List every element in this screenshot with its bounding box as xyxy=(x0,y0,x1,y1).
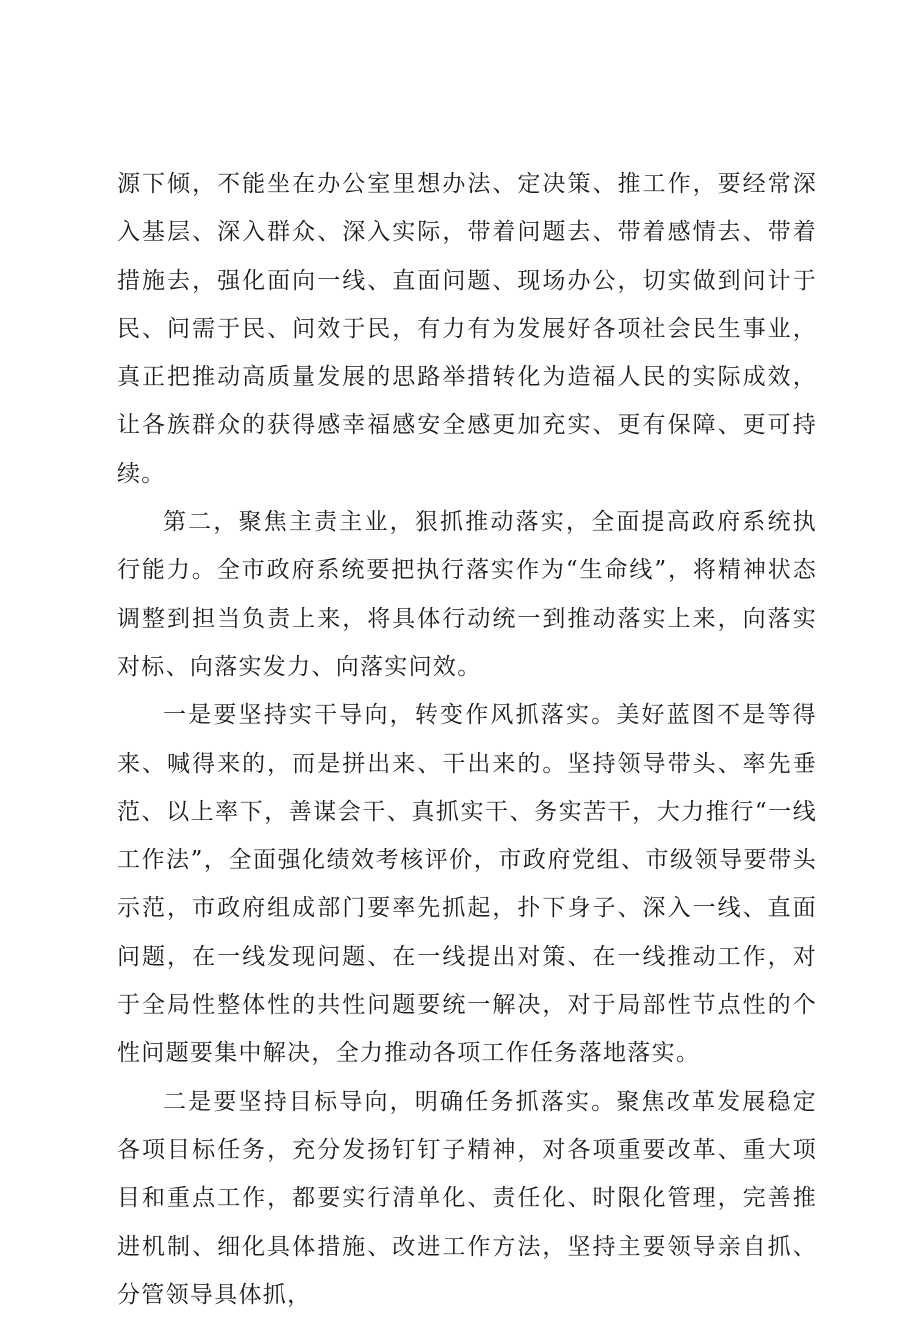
paragraph-1: 源下倾，不能坐在办公室里想办法、定决策、推工作，要经常深入基层、深入群众、深入实际，带着问题去、带着感情去、带着措施去，强化面向一线、直面问题、现场办公，切实做到问计于民、问需于民、问效于民，有力有为发展好各项社会民生事业，真正把推动高质量发展的思路举措转化为造福人民的实际成效，让各族群众的获得感幸福感安全感更加充实、更有保障、更可持续。 xyxy=(117,171,817,487)
paragraph-4: 二是要坚持目标导向，明确任务抓落实。聚焦改革发展稳定各项目标任务，充分发扬钉钉子精神，对各项重要改革、重大项目和重点工作，都要实行清单化、责任化、时限化管理，完善推进机制、细化具体措施、改进工作方法，坚持主要领导亲自抓、分管领导具体抓， xyxy=(117,1088,817,1308)
paragraph-3: 一是要坚持实干导向，转变作风抓落实。美好蓝图不是等得来、喊得来的，而是拼出来、干出来的。坚持领导带头、率先垂范、以上率下，善谋会干、真抓实干、务实苦干，大力推行“一线工作法”，全面强化绩效考核评价，市政府党组、市级领导要带头示范，市政府组成部门要率先抓起，扑下身子、深入一线、直面问题，在一线发现问题、在一线提出对策、在一线推动工作，对于全局性整体性的共性问题要统一解决，对于局部性节点性的个性问题要集中解决，全力推动各项工作任务落地落实。 xyxy=(117,702,817,1067)
paragraph-2: 第二，聚焦主责主业，狠抓推动落实，全面提高政府系统执行能力。全市政府系统要把执行落实作为“生命线”，将精神状态调整到担当负责上来，将具体行动统一到推动落实上来，向落实对标、向落实发力、向落实问效。 xyxy=(117,509,817,680)
document-body xyxy=(117,160,817,1319)
